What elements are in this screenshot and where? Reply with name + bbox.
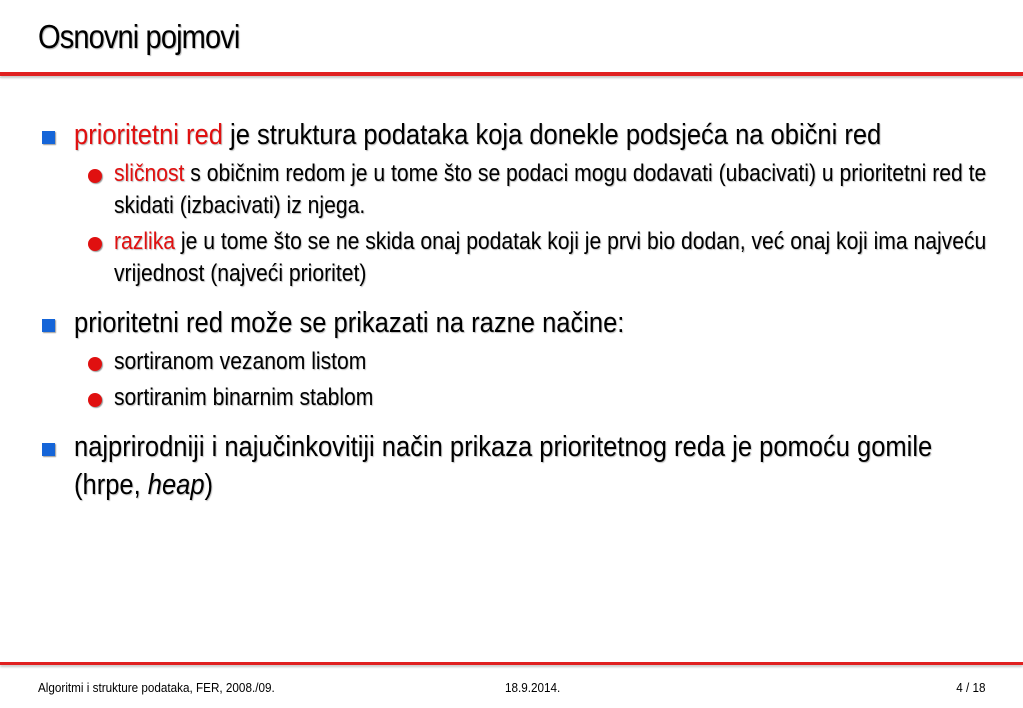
text-segment: prioritetni red može se prikazati na razne načine: (74, 307, 625, 339)
highlighted-term: razlika (114, 228, 176, 255)
footer-course: Algoritmi i strukture podataka, FER, 2008./09. (38, 680, 275, 695)
bullet-item (40, 116, 1000, 154)
text-segment: je u tome što se ne skida onaj podatak koji je prvi bio dodan, već onaj koji ima najveću vrijednost (najveći prioritet) (114, 228, 987, 287)
square-bullet-icon (42, 319, 55, 332)
bullet-text (74, 428, 995, 504)
round-bullet-icon (88, 169, 102, 183)
text-segment: najprirodniji i najučinkovitiji način prikaza prioritetnog reda je pomoću gomile (hrpe, (74, 431, 933, 501)
footer-divider (0, 662, 1023, 665)
sub-bullet-item (40, 158, 1000, 222)
bullet-text (74, 116, 995, 154)
sub-bullet-item (40, 382, 1000, 414)
round-bullet-icon (88, 393, 102, 407)
text-segment: sortiranom vezanom listom (114, 348, 367, 375)
text-segment: sortiranim binarnim stablom (114, 384, 374, 411)
slide-content (40, 108, 1000, 504)
round-bullet-icon (88, 357, 102, 371)
text-segment: heap (147, 469, 205, 501)
text-segment: ) (204, 469, 214, 501)
bullet-text (74, 304, 995, 342)
bullet-text (114, 382, 995, 414)
title-divider (0, 72, 1023, 76)
bullet-text (114, 158, 995, 222)
footer-page-number: 4 / 18 (956, 680, 986, 695)
sub-bullet-item (40, 346, 1000, 378)
text-segment: je struktura podataka koja donekle podsjeća na obični red (222, 119, 882, 151)
title-divider-shadow (0, 77, 1023, 78)
square-bullet-icon (42, 443, 55, 456)
bullet-text (114, 226, 995, 290)
highlighted-term: prioritetni red (74, 119, 223, 151)
highlighted-term: sličnost (114, 160, 185, 187)
slide-title: Osnovni pojmovi (38, 18, 240, 55)
bullet-item (40, 428, 1000, 504)
footer-date: 18.9.2014. (505, 680, 561, 695)
text-segment: s običnim redom je u tome što se podaci mogu dodavati (ubacivati) u prioritetni red te skidati (izbacivati) iz njega. (114, 160, 987, 219)
round-bullet-icon (88, 237, 102, 251)
bullet-text (114, 346, 995, 378)
sub-bullet-item (40, 226, 1000, 290)
square-bullet-icon (42, 131, 55, 144)
bullet-item (40, 304, 1000, 342)
